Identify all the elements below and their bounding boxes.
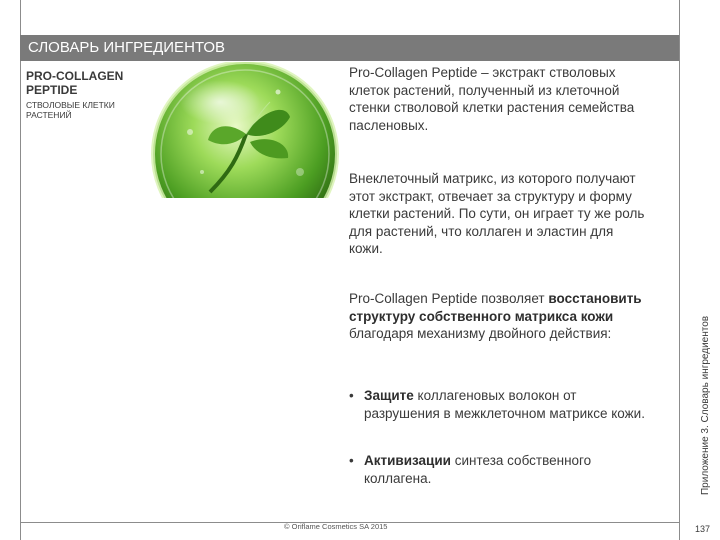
bullet-1-keyword: Защите <box>364 388 414 403</box>
sprout-sphere-icon <box>150 62 340 198</box>
bullet-icon: • <box>349 388 354 403</box>
right-border <box>679 0 680 540</box>
left-border <box>20 0 21 540</box>
ingredient-name-line-1: PRO-COLLAGEN <box>26 69 124 83</box>
bullet-1-text: коллагеновых волокон от разрушения в межклеточном матриксе кожи. <box>364 388 645 421</box>
benefit-intro: Pro-Collagen Peptide позволяет <box>349 291 545 306</box>
section-side-label: Приложение 3. Словарь ингредиентов <box>700 315 711 495</box>
bullet-2-keyword: Активизации <box>364 453 451 468</box>
benefit-outro: благодаря механизму двойного действия: <box>349 326 612 342</box>
ingredient-subtitle-line-2: РАСТЕНИЙ <box>26 110 72 120</box>
page-number: 137 <box>695 524 711 534</box>
ingredient-subtitle-line-1: СТВОЛОВЫЕ КЛЕТКИ <box>26 100 115 110</box>
list-item <box>349 452 649 487</box>
list-item <box>349 387 649 422</box>
paragraph-matrix: Внеклеточный матрикс, из которого получают этот экстракт, отвечает за структуру и форму клетки растений. По сути, он играет ту же роль для растений, что коллаген и эластин для кожи. <box>349 171 645 257</box>
bullet-icon: • <box>349 453 354 468</box>
ingredient-name <box>26 69 146 97</box>
green-sphere-plant-image <box>150 62 340 198</box>
bullet-2-text: синтеза собственного коллагена. <box>364 453 592 486</box>
page-title: СЛОВАРЬ ИНГРЕДИЕНТОВ <box>20 35 679 61</box>
paragraph-benefit <box>349 290 649 343</box>
ingredient-name-line-2: PEPTIDE <box>26 83 78 97</box>
copyright: © Oriflame Cosmetics SA 2015 <box>284 522 388 531</box>
benefit-highlight: восстановить структуру собственного матрикса кожи <box>349 291 642 324</box>
ingredient-subtitle <box>26 100 146 120</box>
paragraph-description: Pro-Collagen Peptide – экстракт стволовых клеток растений, полученный из клеточной стенки стволовой клетки растения семейства пасленовых. <box>349 65 635 133</box>
